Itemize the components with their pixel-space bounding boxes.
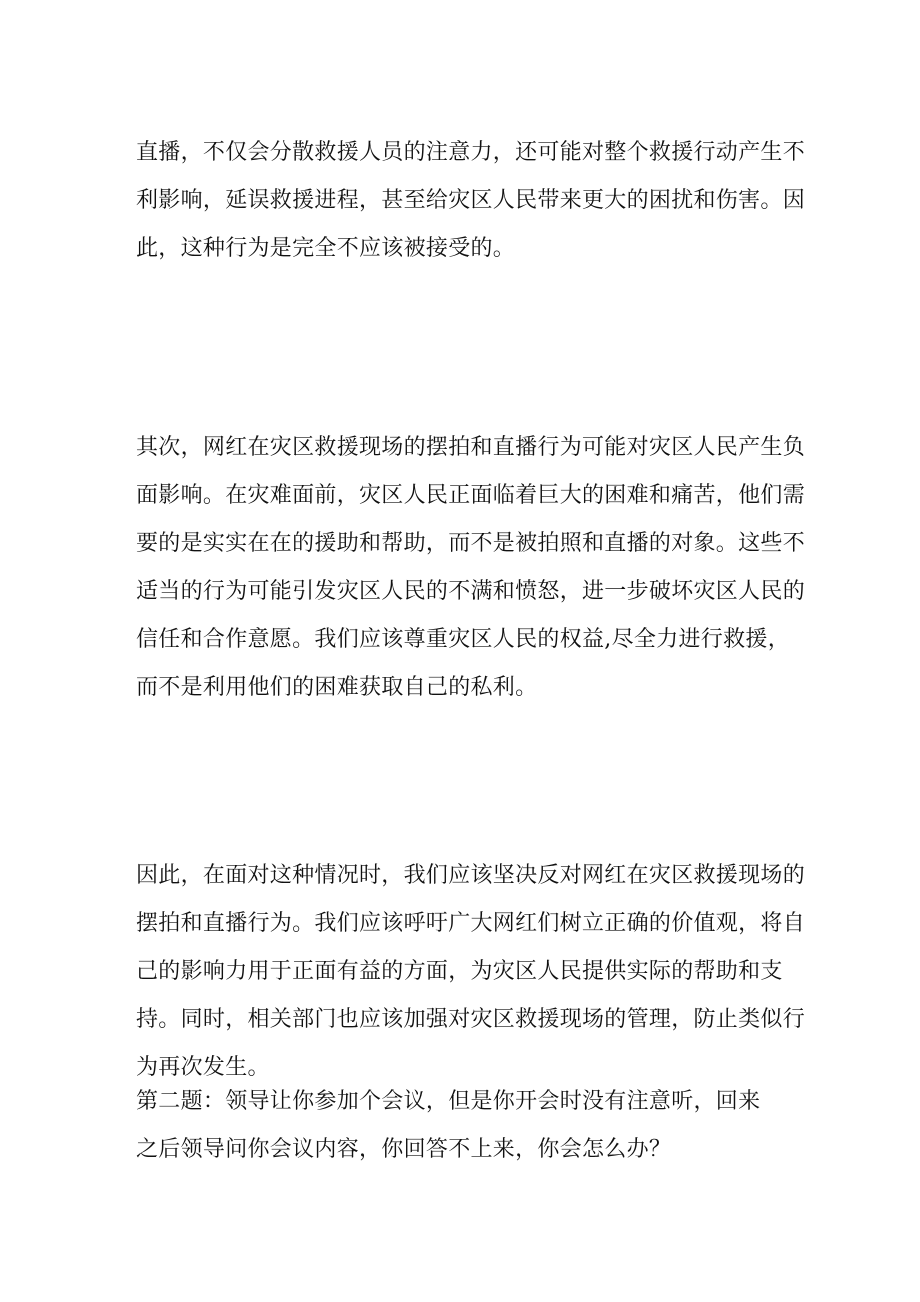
text-line: 己的影响力用于正面有益的方面，为灾区人民提供实际的帮助和支 [136,959,783,984]
text-line: 适当的行为可能引发灾区人民的不满和愤怒，进一步破坏灾区人民的 [136,579,806,604]
paragraph-conclusion [136,852,806,1092]
text-line: 要的是实实在在的援助和帮助，而不是被拍照和直播的对象。这些不 [136,531,806,556]
paragraph-negative-impact [136,424,806,712]
text-line: 其次，网红在灾区救援现场的摆拍和直播行为可能对灾区人民产生负 [136,435,806,460]
paragraph-question-two [136,1087,786,1165]
text-line: 面影响。在灾难面前，灾区人民正面临着巨大的困难和痛苦，他们需 [136,483,806,508]
text-line: 此，这种行为是完全不应该被接受的。 [136,236,516,261]
text-line: 利影响，延误救援进程，甚至给灾区人民带来更大的困扰和伤害。因 [136,188,806,213]
text-line: 持。同时，相关部门也应该加强对灾区救援现场的管理，防止类似行 [136,1007,806,1032]
text-line: 因此，在面对这种情况时，我们应该坚决反对网红在灾区救援现场的 [136,863,806,888]
text-line: 第二题：领导让你参加个会议，但是你开会时没有注意听，回来 [136,1089,761,1114]
text-line: 直播，不仅会分散救援人员的注意力，还可能对整个救援行动产生不 [136,140,806,165]
text-line: 为再次发生。 [136,1055,270,1080]
paragraph-livestream-impact [136,129,806,273]
text-line: 而不是利用他们的困难获取自己的私利。 [136,675,538,700]
text-line: 之后领导问你会议内容，你回答不上来，你会怎么办？ [136,1137,672,1162]
text-line: 信任和合作意愿。我们应该尊重灾区人民的权益,尽全力进行救援， [136,627,790,652]
text-line: 摆拍和直播行为。我们应该呼吁广大网红们树立正确的价值观，将自 [136,911,806,936]
